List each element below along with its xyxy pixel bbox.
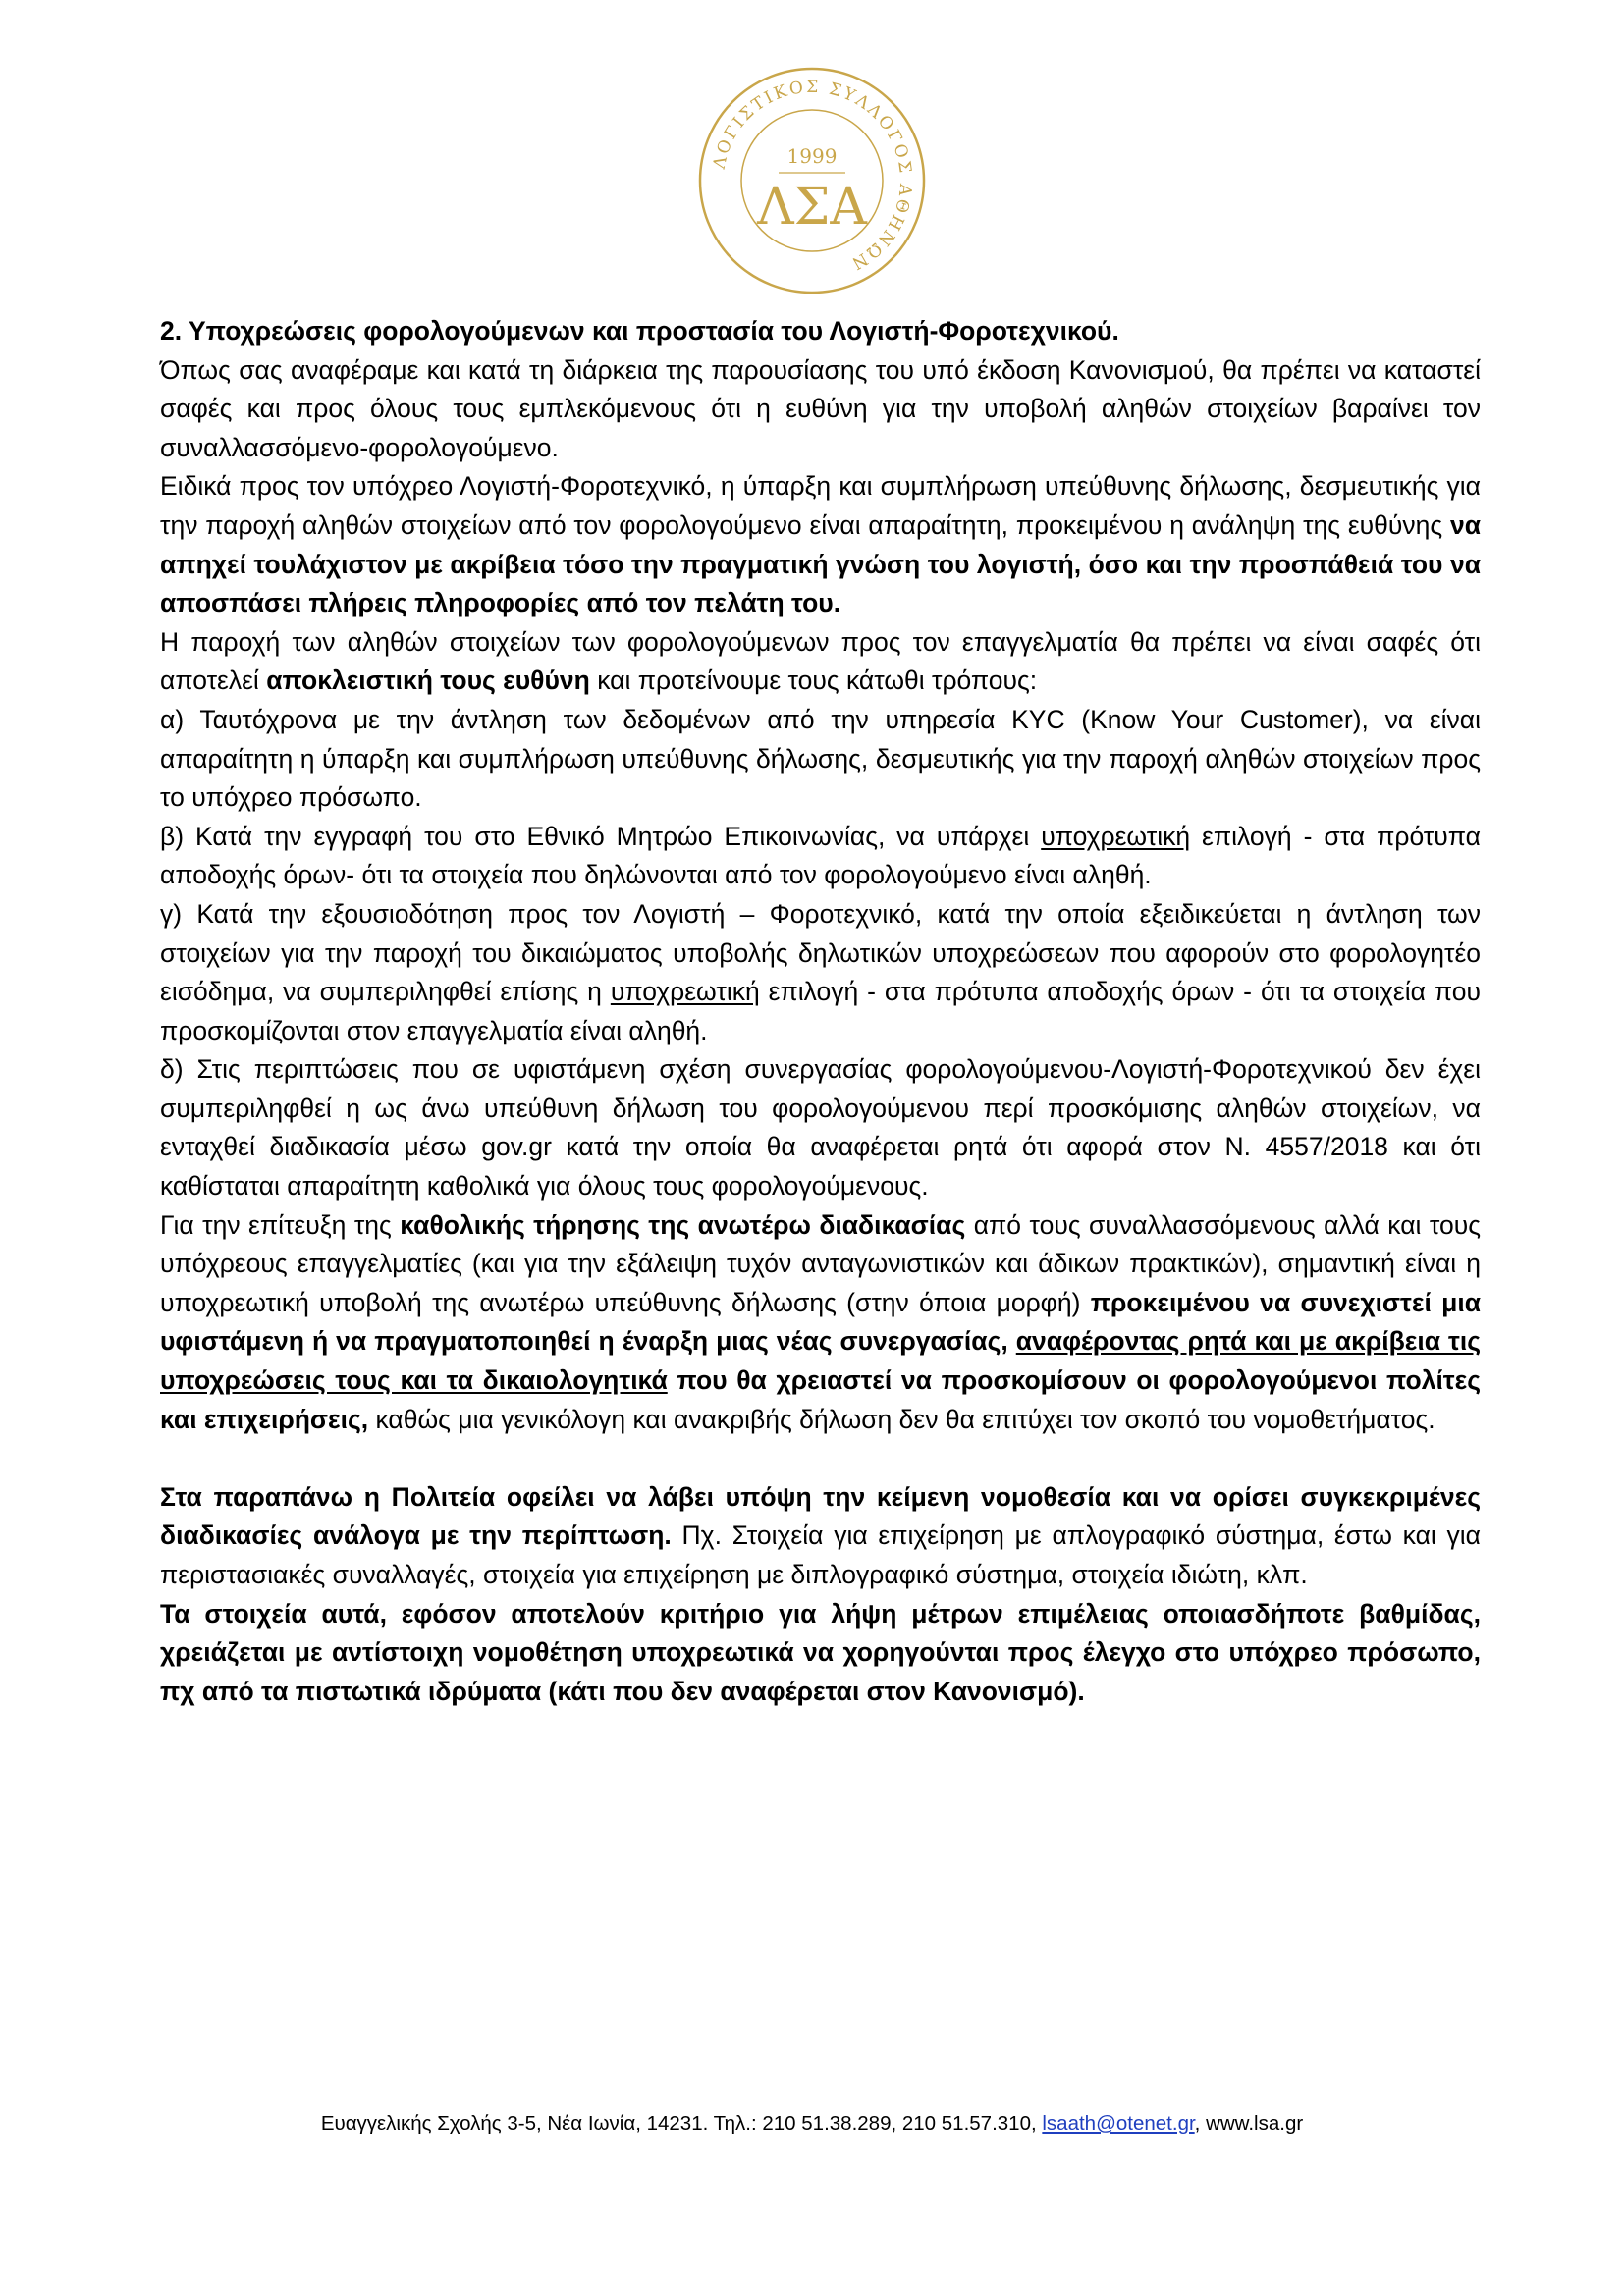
section-heading: 2. Υποχρεώσεις φορολογούμενων και προστασία του Λογιστή-Φοροτεχνικού. [160, 316, 1119, 346]
list-item-c: γ) Κατά την εξουσιοδότηση προς τον Λογιστή – Φοροτεχνικό, κατά την οποία εξειδικεύεται η άντληση των στοιχείων για την παροχή του δικαιώματος υποβολής δηλωτικών υποχρεώσεων που αφορούν στο φορολογητέο εισόδημα, να συμπεριληφθεί επίσης η υποχρεωτική επιλογή - στα πρότυπα αποδοχής όρων - ότι τα στοιχεία που προσκομίζονται στον επαγγελματία είναι αληθή. [160, 898, 1481, 1045]
svg-text:ΛΟΓΙΣΤΙΚΟΣ ΣΥΛΛΟΓΟΣ ΑΘΗΝΩΝ: ΛΟΓΙΣΤΙΚΟΣ ΣΥΛΛΟΓΟΣ ΑΘΗΝΩΝ [709, 77, 916, 275]
logo-seal [696, 65, 928, 296]
svg-text:1999: 1999 [786, 144, 838, 168]
paragraph-intro: Όπως σας αναφέραμε και κατά τη διάρκεια της παρουσίασης του υπό έκδοση Κανονισμού, θα πρέπει να καταστεί σαφές και προς όλους τους εμπλεκόμενους ότι η ευθύνη για την υποβολή αληθών στοιχείων βαραίνει τον συναλλασσόμενο-φορολογούμενο. [160, 354, 1481, 462]
list-item-d: δ) Στις περιπτώσεις που σε υφιστάμενη σχέση συνεργασίας φορολογούμενου-Λογιστή-Φοροτεχνικού δεν έχει συμπεριληφθεί η ως άνω υπεύθυνη δήλωση του φορολογούμενου περί προσκόμισης αληθών στοιχείων, να ενταχθεί διαδικασία μέσω gov.gr κατά την οποία θα αναφέρεται ρητά ότι αφορά στον Ν. 4557/2018 και ότι καθίσταται απαραίτητη καθολικά για όλους τους φορολογούμενους. [160, 1054, 1481, 1201]
footer-address: Ευαγγελικής Σχολής 3-5, Νέα Ιωνία, 14231. Τηλ.: 210 51.38.289, 210 51.57.310, [320, 2112, 1043, 2135]
paragraph-conclusion: Τα στοιχεία αυτά, εφόσον αποτελούν κριτήριο για λήψη μέτρων επιμέλειας οποιασδήποτε βαθμίδας, χρειάζεται με αντίστοιχη νομοθέτηση υποχρεωτικά να χορηγούνται προς έλεγχο στο υπόχρεο πρόσωπο, πχ από τα πιστωτικά ιδρύματα (κάτι που δεν αναφέρεται στον Κανονισμό). [160, 1598, 1481, 1706]
paragraph-taxpayer-responsibility: Η παροχή των αληθών στοιχείων των φορολογούμενων προς τον επαγγελματία θα πρέπει να είναι σαφές ότι αποτελεί αποκλειστική τους ευθύνη και προτείνουμε τους κάτωθι τρόπους: [160, 626, 1481, 696]
page-footer [0, 2111, 1624, 2137]
list-item-b: β) Κατά την εγγραφή του στο Εθνικό Μητρώο Επικοινωνίας, να υπάρχει υποχρεωτική επιλογή - στα πρότυπα αποδοχής όρων- ότι τα στοιχεία που δηλώνονται από τον φορολογούμενο είναι αληθή. [160, 821, 1481, 890]
paragraph-universal-compliance: Για την επίτευξη της καθολικής τήρησης της ανωτέρω διαδικασίας από τους συναλλασσόμενους αλλά και τους υπόχρεους επαγγελματίες (και για την εξάλειψη τυχόν ανταγωνιστικών και άδικων πρακτικών), σημαντική είναι η υποχρεωτική υποβολή της ανωτέρω υπεύθυνης δήλωσης (στην όποια μορφή) προκειμένου να συνεχιστεί μια υφιστάμενη ή να πραγματοποιηθεί η έναρξη μιας νέας συνεργασίας, αναφέροντας ρητά και με ακρίβεια τις υποχρεώσεις τους και τα δικαιολογητικά που θα χρειαστεί να προσκομίσουν οι φορολογούμενοι πολίτες και επιχειρήσεις, καθώς μια γενικόλογη και ανακριβής δήλωση δεν θα επιτύχει τον σκοπό του νομοθετήματος. [160, 1209, 1482, 1434]
association-logo [696, 65, 928, 296]
paragraph-accountant-obligation: Ειδικά προς τον υπόχρεο Λογιστή-Φοροτεχνικό, η ύπαρξη και συμπλήρωση υπεύθυνης δήλωσης, δεσμευτικής για την παροχή αληθών στοιχείων από τον φορολογούμενο είναι απαραίτητη, προκειμένου η ανάληψη της ευθύνης να απηχεί τουλάχιστον με ακρίβεια τόσο την πραγματική γνώση του λογιστή, όσο και την προσπάθειά του να αποσπάσει πλήρεις πληροφορίες από τον πελάτη του. [160, 471, 1481, 618]
letter-body [160, 312, 1481, 1711]
footer-email-link[interactable]: lsaath@otenet.gr [1042, 2112, 1195, 2135]
svg-text:ΛΣΑ: ΛΣΑ [757, 178, 867, 237]
paragraph-state-obligation: Στα παραπάνω η Πολιτεία οφείλει να λάβει υπόψη την κείμενη νομοθεσία και να ορίσει συγκεκριμένες διαδικασίες ανάλογα με την περίπτωση. Πχ. Στοιχεία για επιχείρηση με απλογραφικό σύστημα, έστω και για περιστασιακές συναλλαγές, στοιχεία για επιχείρηση με διπλογραφικό σύστημα, στοιχεία ιδιώτη, κλπ. [160, 1481, 1481, 1589]
footer-website: , www.lsa.gr [1194, 2112, 1304, 2135]
list-item-a: α) Ταυτόχρονα με την άντληση των δεδομένων από την υπηρεσία KYC (Know Your Customer), να είναι απαραίτητη η ύπαρξη και συμπλήρωση υπεύθυνης δήλωσης, δεσμευτικής για την παροχή αληθών στοιχείων προς το υπόχρεο πρόσωπο. [160, 704, 1481, 813]
